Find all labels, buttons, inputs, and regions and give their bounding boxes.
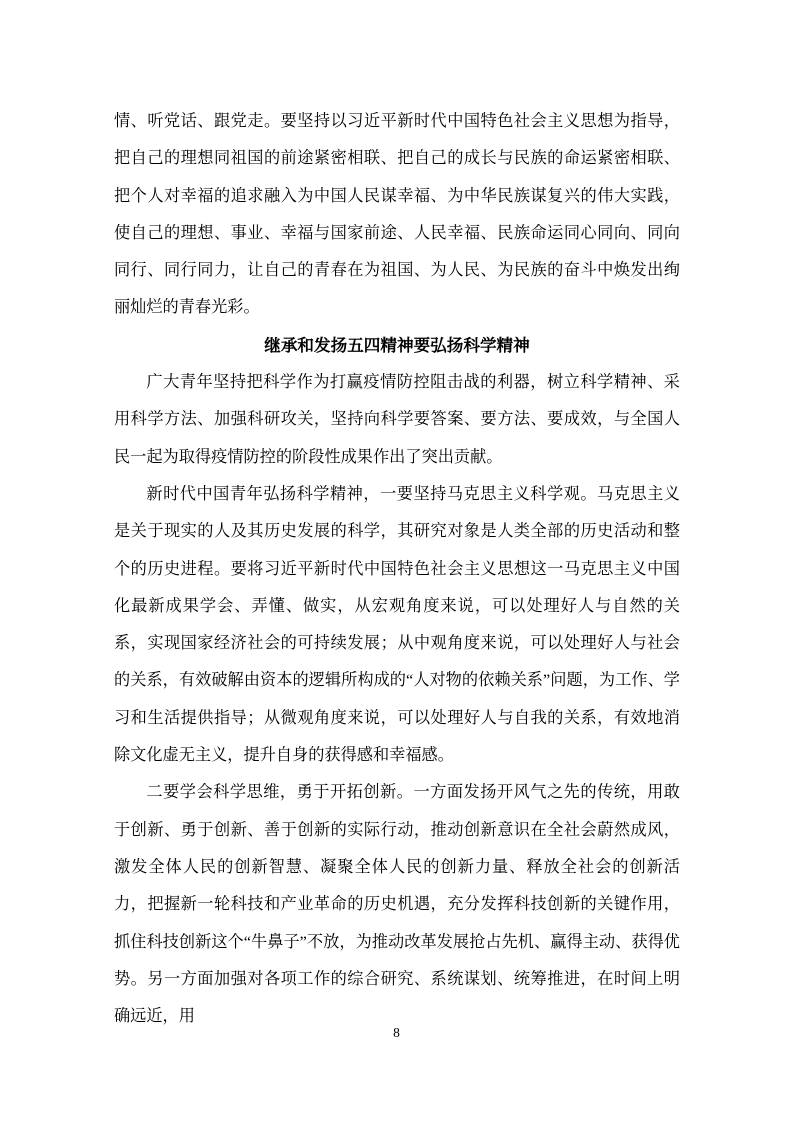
section-heading: 继承和发扬五四精神要弘扬科学精神	[264, 335, 530, 355]
paragraph: 二要学会科学思维，勇于开拓创新。一方面发扬开风气之先的传统，用敢于创新、勇于创新、善于创新的实际行动，推动创新意识在全社会蔚然成风，激发全体人民的创新智慧、凝聚全体人民的创新力量、释放全社会的创新活力，把握新一轮科技和产业革命的历史机遇，充分发挥科技创新的关键作用，抓住科技创新这个“牛鼻子”不放，为推动改革发展抢占先机、赢得主动、获得优势。另一方面加强对各项工作的综合研究、系统谋划、统筹推进，在时间上明确远近，用	[114, 783, 680, 1026]
page-number: 8	[393, 1025, 400, 1040]
paragraph: 新时代中国青年弘扬科学精神，一要坚持马克思主义科学观。马克思主义是关于现实的人及其历史发展的科学，其研究对象是人类全部的历史活动和整个的历史进程。要将习近平新时代中国特色社会主义思想这一马克思主义中国化最新成果学会、弄懂、做实，从宏观角度来说，可以处理好人与自然的关系，实现国家经济社会的可持续发展；从中观角度来说，可以处理好人与社会的关系，有效破解由资本的逻辑所构成的“人对物的依赖关系”问题，为工作、学习和生活提供指导；从微观角度来说，可以处理好人与自我的关系，有效地消除文化虚无主义，提升自身的获得感和幸福感。	[114, 484, 680, 765]
page-footer	[0, 1024, 793, 1042]
paragraph-continuation: 情、听党话、跟党走。要坚持以习近平新时代中国特色社会主义思想为指导，把自己的理想同祖国的前途紧密相联、把自己的成长与民族的命运紧密相联、把个人对幸福的追求融入为中国人民谋幸福、为中华民族谋复兴的伟大实践，使自己的理想、事业、幸福与国家前途、人民幸福、民族命运同心同向、同向同行、同行同力，让自己的青春在为祖国、为人民、为民族的奋斗中焕发出绚丽灿烂的青春光彩。	[114, 112, 680, 317]
paragraph: 广大青年坚持把科学作为打赢疫情防控阻击战的利器，树立科学精神、采用科学方法、加强科研攻关，坚持向科学要答案、要方法、要成效，与全国人民一起为取得疫情防控的阶段性成果作出了突出贡献。	[114, 373, 680, 466]
page-body-text	[114, 103, 680, 1035]
